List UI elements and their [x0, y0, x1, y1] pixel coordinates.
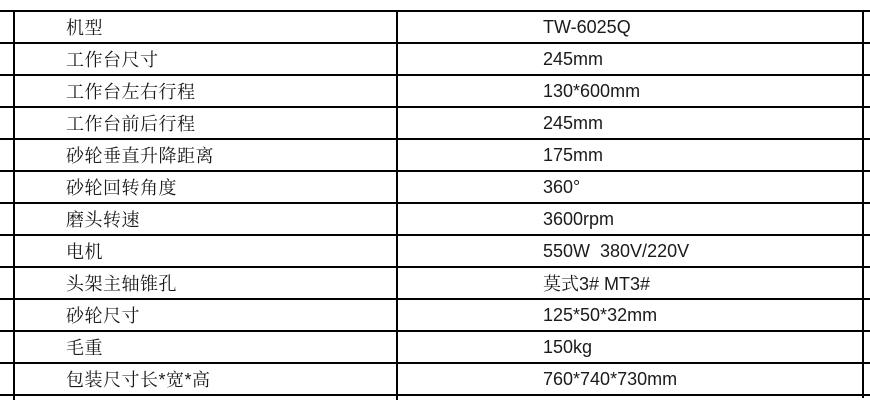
spec-label-cell: 包装尺寸长*宽*高: [66, 370, 211, 390]
spec-value-cell: 3600rpm: [543, 208, 615, 229]
spec-label-cell: 磨头转速: [66, 210, 140, 230]
spec-label-cell: 毛重: [66, 338, 103, 358]
table-row: [0, 300, 870, 332]
spec-value-cell: 245mm: [543, 112, 604, 133]
table-row: [0, 140, 870, 172]
table-row: [0, 332, 870, 364]
spec-value-cell: 150kg: [543, 336, 593, 357]
table-row: [0, 236, 870, 268]
spec-label-cell: 砂轮尺寸: [66, 306, 140, 326]
spec-label-cell: 工作台左右行程: [66, 82, 196, 102]
spec-value-cell: 莫式3# MT3#: [543, 274, 651, 294]
spec-label-cell: 砂轮垂直升降距离: [66, 146, 214, 166]
spec-value-cell: TW-6025Q: [543, 16, 631, 37]
spec-value-cell: 175mm: [543, 144, 604, 165]
table-right-border: [862, 10, 864, 398]
spec-value-cell: 760*740*730mm: [543, 368, 678, 389]
table-row: [0, 204, 870, 236]
table-row: [0, 268, 870, 300]
spec-value-cell: 245mm: [543, 48, 604, 69]
table-column-divider: [396, 10, 398, 400]
spec-label-cell: 砂轮回转角度: [66, 178, 177, 198]
table-row: [0, 44, 870, 76]
spec-value-cell: 550W 380V/220V: [543, 240, 690, 261]
table-row: [0, 364, 870, 396]
table-left-border: [13, 10, 15, 400]
spec-value-cell: 360°: [543, 176, 581, 197]
spec-label-cell: 机型: [66, 18, 103, 38]
spec-value-cell: 125*50*32mm: [543, 304, 658, 325]
table-row: [0, 12, 870, 44]
spec-rows: [0, 10, 870, 396]
spec-label-cell: 电机: [66, 242, 103, 262]
spec-label-cell: 工作台前后行程: [66, 114, 196, 134]
spec-value-cell: 130*600mm: [543, 80, 641, 101]
table-row: [0, 172, 870, 204]
spec-label-cell: 头架主轴锥孔: [66, 274, 177, 294]
table-row: [0, 76, 870, 108]
table-row: [0, 108, 870, 140]
spec-label-cell: 工作台尺寸: [66, 50, 159, 70]
